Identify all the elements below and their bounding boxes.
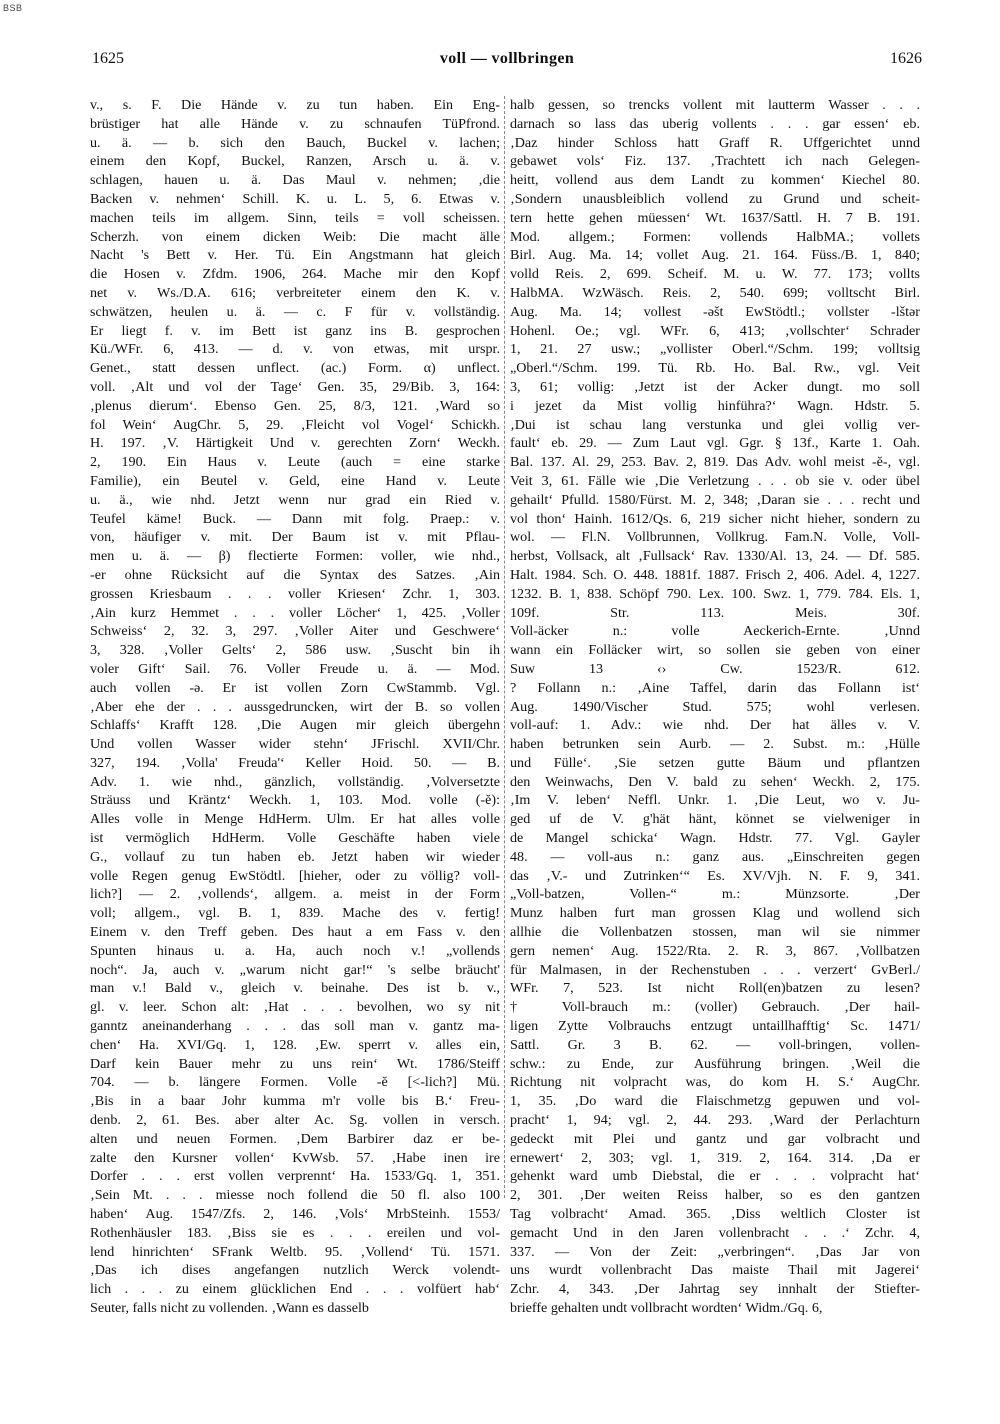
text-line: von, häufiger v. mit. Der Baum ist v. mit Pflau-	[90, 529, 500, 546]
text-line: vol thon‘ Hainh. 1612/Qs. 6, 219 sicher nicht hieher, sondern zu	[510, 510, 920, 527]
text-line: Er liegt f. v. im Bett ist ganz ins B. gesprochen	[90, 322, 500, 339]
text-line: „Oberl.“/Schm. 199. Tü. Rb. Ho. Bal. Rw., vgl. Veit	[510, 360, 920, 377]
text-line: Hohenl. Oe.; vgl. WFr. 6, 413; ‚vollschter‘ Schrader	[510, 322, 920, 339]
text-line: -er ohne Rücksicht auf die Syntax des Satzes. ‚Ain	[90, 566, 500, 583]
text-line: ‚Dui ist schau lang verstunka und glei vollig ver-	[510, 416, 920, 433]
text-line: alten und neuen Formen. ‚Dem Barbirer daz er be-	[90, 1130, 500, 1147]
text-line: HalbMA. WzWäsch. Reis. 2, 540. 699; volltscht Birl.	[510, 284, 920, 301]
text-line: u. ä. — b. sich den Bauch, Buckel v. lachen;	[90, 134, 500, 151]
text-line: voler Gift‘ Sail. 76. Voller Freude u. ä. — Mod.	[90, 660, 500, 677]
text-line: ‚Im V. leben‘ Neffl. Unkr. 1. ‚Die Leut, wo v. Ju-	[510, 792, 920, 809]
text-line: lend hinrichten‘ SFrank Weltb. 95. ‚Vollend‘ Tü. 1571.	[90, 1243, 500, 1260]
text-line: schlagen, hauen u. ä. Das Maul v. nehmen; ‚die	[90, 172, 500, 189]
text-line: ? Follann n.: ‚Aine Taffel, darin das Follann ist‘	[510, 679, 920, 696]
text-line: men u. ä. — β) flectierte Formen: voller, wie nhd.,	[90, 548, 500, 565]
text-line: brieffe gehalten undt vollbracht wordten‘ Widm./Gq. 6,	[510, 1300, 823, 1316]
text-line: de Mangel schicka‘ Wagn. Hdstr. 77. Vgl. Gayler	[510, 830, 920, 847]
text-line: Rothenhäusler 183. ‚Biss sie es . . . ereilen und vol-	[90, 1224, 500, 1241]
text-line: die Hosen v. Zfdm. 1906, 264. Mache mir den Kopf	[90, 266, 500, 283]
text-line: lich . . . zu einem glücklichen End . . . volfüert hab‘	[90, 1281, 500, 1298]
text-line: gedeckt mit Plei und gantz und gar volbracht und	[510, 1130, 920, 1147]
text-line: wol. — Fl.N. Vollbrunnen, Vollkrug. Fam.N. Volle, Voll-	[510, 529, 920, 546]
text-line: Alles volle in Menge HdHerm. Ulm. Er hat alles volle	[90, 811, 500, 828]
text-line: volld Reis. 2, 699. Scheif. M. u. W. 77. 173; vollts	[510, 266, 920, 283]
text-line: heitt, vollend aus dem Landt zu kommen‘ Kiechel 80.	[510, 172, 920, 189]
text-line: ‚Aber ehe der . . . aussgedruncken, wirt der B. so vollen	[90, 698, 500, 715]
text-line: ganntz aneinanderhang . . . das soll man v. gantz ma-	[90, 1018, 500, 1035]
text-line: gehailt‘ Pfulld. 1580/Fürst. M. 2, 348; ‚Daran sie . . . recht und	[510, 491, 920, 508]
text-line: zalte den Kursner vollen‘ KvWsb. 57. ‚Habe inen ire	[90, 1149, 500, 1166]
text-line: herbst, Vollsack, alt ‚Fullsack‘ Rav. 1330/Al. 13, 24. — Df. 585.	[510, 548, 920, 565]
text-line: 48. — voll-aus n.: ganz aus. „Einschreiten gegen	[510, 848, 920, 865]
text-line: haben‘ Aug. 1547/Zfs. 2, 146. ‚Vols‘ MrbSteinh. 1553/	[90, 1206, 500, 1223]
text-line: Sträuss und Kräntz‘ Weckh. 1, 103. Mod. volle (-ĕ):	[90, 792, 500, 809]
text-line: Schlaffs‘ Krafft 128. ‚Die Augen mir gleich übergehn	[90, 717, 500, 734]
text-line: ‚Bis in a baar Johr kumma m'r volle bis B.‘ Freu-	[90, 1093, 500, 1110]
text-line: ligen Zytte Volbrauchs entzugt untaillhafftig‘ Sc. 1471/	[510, 1018, 920, 1035]
text-line: Aug. 1490/Vischer Stud. 575; wohl verlesen.	[510, 698, 920, 715]
text-line: 2, 190. Ein Haus v. Leute (auch = eine starke	[90, 454, 500, 471]
text-line: gl. v. leer. Schon alt: ‚Hat . . . bevolhen, wo sy nit	[90, 999, 500, 1016]
text-line: denb. 2, 61. Bes. aber alter Ac. Sg. vollen in versch.	[90, 1112, 500, 1129]
text-line: 2, 301. ‚Der weiten Reiss halber, so es den gantzen	[510, 1187, 920, 1204]
text-line: 337. — Von der Zeit: „verbringen“. ‚Das Jar von	[510, 1243, 920, 1260]
text-line: ‚Daz hinder Schloss hatt Graff R. Uffgerichtet unnd	[510, 134, 920, 151]
text-line: „Voll-batzen, Vollen-“ m.: Münzsorte. ‚Der	[510, 886, 920, 903]
text-line: ist vermöglich HdHerm. Volle Geschäfte haben viele	[90, 830, 500, 847]
text-line: Halt. 1984. Sch. O. 448. 1881f. 1887. Frisch 2, 406. Adel. 4, 1227.	[510, 566, 920, 583]
text-line: Backen v. nehmen‘ Schill. K. u. L. 5, 6. Etwas v.	[90, 190, 500, 207]
text-line: Spunten hinaus u. a. Ha, auch noch v.! „vollends	[90, 942, 500, 959]
left-column	[90, 96, 500, 1318]
text-line: haben betrunken sein Aurb. — 2. Subst. m.: ‚Hülle	[510, 736, 920, 753]
text-line: brüstiger hat alle Hände v. zu schnaufen TüPfrond.	[90, 115, 500, 132]
text-line: man v.! Bald v., gleich v. beinahe. Des ist b. v.,	[90, 980, 500, 997]
text-line: machen teils im allgem. Sinn, teils = voll scheissen.	[90, 209, 500, 226]
text-line: 1, 21. 27 usw.; „vollister Oberl.“/Schm. 199; volltsig	[510, 341, 920, 358]
text-line: Kü./WFr. 6, 413. — d. v. von etwas, mit urspr.	[90, 341, 500, 358]
text-line: G., vollauf zu tun haben eb. Jetzt haben wir wieder	[90, 848, 500, 865]
text-line: net v. Ws./D.A. 616; verbreiteter einem den K. v.	[90, 284, 500, 301]
text-line: 1232. B. 1, 838. Schöpf 790. Lex. 100. Swz. 1, 779. 784. Els. 1,	[510, 585, 920, 602]
text-line: darnach so lass das uberig vollents . . . gar essen‘ eb.	[510, 115, 920, 132]
text-line: Dorfer . . . erst vollen verprennt‘ Ha. 1533/Gq. 1, 351.	[90, 1168, 500, 1185]
text-line: grossen Kriesbaum . . . voller Kriesen‘ Zchr. 1, 303.	[90, 585, 500, 602]
text-line: voll; allgem., vgl. B. 1, 839. Mache des v. fertig!	[90, 905, 500, 922]
text-line: ged uf de V. g'hät hänt, könnet se vielweniger in	[510, 811, 920, 828]
text-line: Birl. Aug. Ma. 14; vollet Aug. 21. 164. Füss./B. 1, 840;	[510, 247, 920, 264]
text-line: Suw 13 ‹› Cw. 1523/R. 612.	[510, 660, 920, 677]
text-line: gern nemen‘ Aug. 1522/Rta. 2. R. 3, 867. ‚Vollbatzen	[510, 942, 920, 959]
text-line: ‚plenus dierum‘. Ebenso Gen. 25, 8/3, 121. ‚Ward so	[90, 397, 500, 414]
text-line: gehenkt ward umb Diebstal, die er . . . volpracht hat‘	[510, 1168, 920, 1185]
text-line: † Voll-brauch m.: (voller) Gebrauch. ‚Der hail-	[510, 999, 920, 1016]
text-line: i jezet da Mist vollig hinführa?‘ Wagn. Hdstr. 5.	[510, 397, 920, 414]
text-line: schw.: zu Ende, zur Ausführung bringen. ‚Weil die	[510, 1055, 920, 1072]
text-line: pracht‘ 1, 94; vgl. 2, 44. 293. ‚Ward der Perlachturn	[510, 1112, 920, 1129]
text-line: für Malmasen, in der Rechenstuben . . . verzert‘ GvBerl./	[510, 961, 920, 978]
text-line: 3, 61; vollig: ‚Jetzt ist der Acker dungt. mo soll	[510, 378, 920, 395]
text-line: Veit 3, 61. Fälle wie ‚Die Verletzung . . . ob sie v. oder übel	[510, 472, 920, 489]
text-line: 327, 194. ‚Volla' Freuda'‘ Keller Hoid. 50. — B.	[90, 754, 500, 771]
text-line: einem den Kopf, Buckel, Ranzen, Arsch u. ä. v.	[90, 153, 500, 170]
text-line: H. 197. ‚V. Härtigkeit Und v. gerechten Zorn‘ Weckh.	[90, 435, 500, 452]
text-line: ‚Sein Mt. . . . miesse noch follend die 50 fl. also 100	[90, 1187, 500, 1204]
text-line: Scherzh. von einem dicken Weib: Die macht älle	[90, 228, 500, 245]
page-number-right: 1626	[890, 50, 922, 67]
text-line: das ‚V.- und Zutrinken‘“ Es. XV/Vjh. N. F. 9, 341.	[510, 867, 920, 884]
text-line: u. ä., wie nhd. Jetzt wenn nur grad ein Ried v.	[90, 491, 500, 508]
text-line: Seuter, falls nicht zu vollenden. ‚Wann es dasselb	[90, 1300, 369, 1316]
text-line: 109f. Str. 113. Meis. 30f.	[510, 604, 920, 621]
text-line: noch“. Ja, auch v. „warum nicht gar!“ 's selbe bräucht'	[90, 961, 500, 978]
text-line: Und vollen Wasser wider stehn‘ JFrischl. XVII/Chr.	[90, 736, 500, 753]
text-line: Tag volbracht‘ Amad. 365. ‚Diss weltlich Closter ist	[510, 1206, 920, 1223]
text-line: lich?] — 2. ‚vollends‘, allgem. a. meist in der Form	[90, 886, 500, 903]
text-line: ‚Sondern unausbleiblich vollend zu Grund und scheit-	[510, 190, 920, 207]
text-line: uns wurdt vollenbracht Das maiste Thail mit Jagerei‘	[510, 1262, 920, 1279]
text-line: Einem v. den Treff geben. Des haut a em Fass v. den	[90, 924, 500, 941]
text-line: fol Wein‘ AugChr. 5, 29. ‚Fleicht vol Vogel‘ Schickh.	[90, 416, 500, 433]
text-line: Genet., statt dessen unflect. (ac.) Form. α) unflect.	[90, 360, 500, 377]
text-line: auch vollen -ə. Er ist vollen Zorn CwStammb. Vgl.	[90, 679, 500, 696]
text-line: Familie), ein Beutel v. Geld, eine Hand v. Leute	[90, 472, 500, 489]
text-line: Richtung nit volpracht was, do kom H. S.‘ AugChr.	[510, 1074, 920, 1091]
text-line: Zchr. 4, 343. ‚Der Jahrtag sey innhalt der Stiefter-	[510, 1281, 920, 1298]
text-line: und Fülle‘. ‚Sie setzen gutte Bäum und pflantzen	[510, 754, 920, 771]
right-column	[510, 96, 920, 1318]
text-line: v., s. F. Die Hände v. zu tun haben. Ein Eng-	[90, 97, 500, 113]
text-line: schwätzen, heulen u. ä. — c. F für v. vollständig.	[90, 303, 500, 320]
text-line: Adv. 1. wie nhd., gänzlich, vollständig. ‚Volversetzte	[90, 773, 500, 790]
text-line: Schweiss‘ 2, 32. 3, 297. ‚Voller Aiter und Geschwere‘	[90, 623, 500, 640]
text-line: ‚Das ich dises angefangen nutzlich Werck volendt-	[90, 1262, 500, 1279]
text-line: wann ein Folläcker wirt, so sollen sie geben von einer	[510, 642, 920, 659]
text-line: fault‘ eb. 29. — Zum Laut vgl. Ggr. § 13f., Karte 1. Oah.	[510, 435, 920, 452]
text-line: Bal. 137. Al. 29, 253. Bav. 2, 819. Das Adv. wohl meist -ĕ-, vgl.	[510, 454, 920, 471]
page-header	[92, 50, 922, 74]
library-stamp: BSB	[3, 3, 23, 13]
text-line: 704. — b. längere Formen. Volle -ĕ [<-lich?] Mü.	[90, 1074, 500, 1091]
text-line: tern hette gehen müessen‘ Wt. 1637/Sattl. H. 7 B. 191.	[510, 209, 920, 226]
text-line: volle Regen genug EwStödtl. [hieher, oder zu völlig? voll-	[90, 867, 500, 884]
text-line: Aug. Ma. 14; vollest -əšt EwStödtl.; vollster -lštər	[510, 303, 920, 320]
text-line: halb gessen, so trencks vollent mit lautterm Wasser . . .	[510, 97, 920, 113]
text-line: chen‘ Ha. XVI/Gq. 1, 128. ‚Ew. sperrt v. alles ein,	[90, 1036, 500, 1053]
text-line: Mod. allgem.; Formen: vollends HalbMA.; vollets	[510, 228, 920, 245]
text-line: Sattl. Gr. 3 B. 62. — voll-bringen, vollen-	[510, 1036, 920, 1053]
text-line: allhie die Vollenbatzen stossen, man wil sie nimmer	[510, 924, 920, 941]
text-line: Teufel käme! Buck. — Dann mit folg. Praep.: v.	[90, 510, 500, 527]
text-line: Voll-äcker n.: volle Aeckerich-Ernte. ‚Unnd	[510, 623, 920, 640]
text-line: ernewert‘ 2, 303; vgl. 1, 319. 2, 164. 314. ‚Da er	[510, 1149, 920, 1166]
column-divider	[504, 96, 505, 1198]
text-line: voll-auf: 1. Adv.: wie nhd. Der hat älles v. V.	[510, 717, 920, 734]
running-title: voll — vollbringen	[439, 50, 575, 67]
text-line: Darf kein Bauer mehr zu uns rein‘ Wt. 1786/Steiff	[90, 1055, 500, 1072]
text-line: voll. ‚Alt und vol der Tage‘ Gen. 35, 29/Bib. 3, 164:	[90, 378, 500, 395]
text-line: Nacht 's Bett v. Her. Tü. Ein Angstmann hat gleich	[90, 247, 500, 264]
text-line: ‚Ain kurz Hemmet . . . voller Löcher‘ 1, 425. ‚Voller	[90, 604, 500, 621]
text-line: den Weinwachs, Den V. bald zu sehen‘ Weckh. 2, 175.	[510, 773, 920, 790]
text-line: Munz halben furt man grossen Klag und wollend sich	[510, 905, 920, 922]
text-line: gemacht Und in den Jaren vollenbracht . . .‘ Zchr. 4,	[510, 1224, 920, 1241]
text-line: 1, 35. ‚Do ward die Flaischmetzg gepuwen und vol-	[510, 1093, 920, 1110]
text-line: WFr. 7, 523. Ist nicht Roll(en)batzen zu lesen?	[510, 980, 920, 997]
page-number-left: 1625	[92, 50, 124, 67]
text-line: gebawet vols‘ Fiz. 137. ‚Trachtett ich nach Gelegen-	[510, 153, 920, 170]
text-line: 3, 328. ‚Voller Gelts‘ 2, 586 usw. ‚Suscht bin ih	[90, 642, 500, 659]
